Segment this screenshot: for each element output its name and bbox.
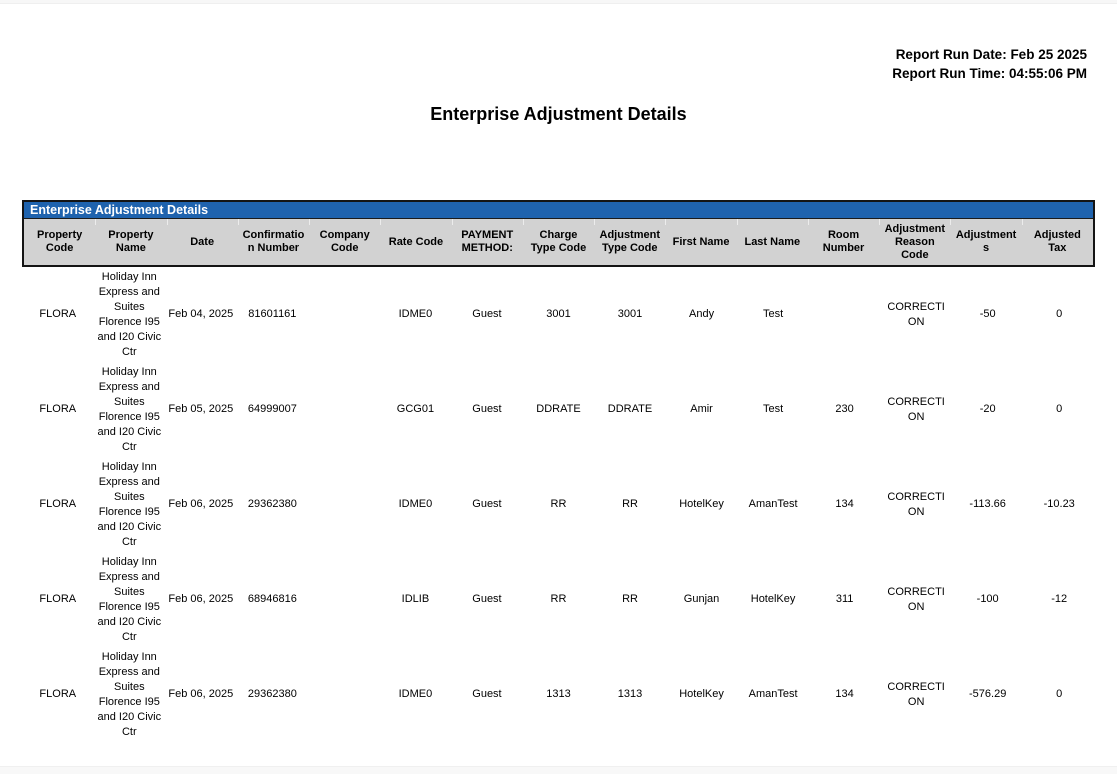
column-header: Confirmation Number [238, 219, 309, 265]
table-cell: FLORA [39, 688, 77, 700]
table-cell: IDME0 [398, 308, 433, 320]
table-cell: 1313 [546, 688, 571, 700]
table-cell: 68946816 [247, 593, 297, 605]
table-header-block [22, 200, 1095, 267]
table-cell: RR [622, 498, 638, 510]
column-header: Property Name [95, 219, 166, 265]
table-cell: Guest [472, 688, 502, 700]
column-header: Company Code [309, 219, 380, 265]
table-cell: Holiday Inn Express and Suites Florence I95 and I20 Civic Ctr [97, 555, 162, 643]
table-cell: 1313 [617, 688, 643, 700]
table-cell: CORRECTION [887, 395, 945, 423]
column-header: Last Name [737, 219, 808, 265]
table-cell: Amir [690, 403, 713, 415]
column-header: Charge Type Code [523, 219, 594, 265]
table-cell: 0 [1056, 403, 1063, 415]
table-cell: 230 [835, 403, 854, 415]
table-cell: 134 [835, 498, 854, 510]
column-header: First Name [665, 219, 736, 265]
report-meta [892, 45, 1087, 83]
table-cell [308, 552, 380, 647]
table-row [22, 552, 1095, 647]
table-cell: Guest [472, 498, 502, 510]
table-cell: HotelKey [679, 498, 724, 510]
table-cell: 0 [1056, 308, 1063, 320]
table-cell: HotelKey [750, 593, 796, 605]
adjustment-table [22, 267, 1095, 742]
table-cell [308, 457, 380, 552]
table-cell: AmanTest [748, 688, 798, 700]
table-cell: RR [550, 593, 567, 605]
table-row [22, 457, 1095, 552]
column-header: Rate Code [380, 219, 451, 265]
table-cell: IDME0 [398, 498, 433, 510]
table-cell: Holiday Inn Express and Suites Florence I95 and I20 Civic Ctr [97, 270, 162, 358]
window-bottom-edge [0, 766, 1117, 774]
header-row [24, 219, 1093, 265]
column-header: Adjustments [950, 219, 1021, 265]
table-cell: HotelKey [679, 688, 724, 700]
table-cell: GCG01 [396, 403, 435, 415]
page-title: Enterprise Adjustment Details [430, 104, 687, 124]
column-header: PAYMENT METHOD: [452, 219, 523, 265]
table-cell: FLORA [39, 593, 77, 605]
table-cell: -100 [976, 593, 999, 605]
section-title-bar [24, 202, 1093, 219]
table-cell: Feb 06, 2025 [168, 498, 234, 510]
table-cell: FLORA [39, 403, 77, 415]
table-cell: -113.66 [969, 498, 1006, 510]
table-cell: 0 [1056, 688, 1063, 700]
column-header: Room Number [808, 219, 879, 265]
table-row [22, 362, 1095, 457]
table-cell: 29362380 [247, 498, 297, 510]
table-row [22, 647, 1095, 742]
table-cell: Holiday Inn Express and Suites Florence I95 and I20 Civic Ctr [97, 650, 162, 738]
table-cell: Holiday Inn Express and Suites Florence I95 and I20 Civic Ctr [97, 460, 162, 548]
table-cell: CORRECTION [887, 585, 945, 613]
report-run-date: Report Run Date: Feb 25 2025 [895, 47, 1087, 62]
table-cell: IDLIB [401, 593, 430, 605]
table-cell: Holiday Inn Express and Suites Florence I95 and I20 Civic Ctr [97, 365, 162, 453]
table-cell: 311 [835, 593, 854, 605]
column-header: Adjusted Tax [1022, 219, 1093, 265]
table-cell: 64999007 [247, 403, 297, 415]
table-cell: IDME0 [398, 688, 433, 700]
column-header: Property Code [24, 219, 95, 265]
table-cell [809, 267, 881, 362]
table-cell: 3001 [546, 308, 571, 320]
table-cell: Test [762, 308, 784, 320]
table-cell: FLORA [39, 308, 77, 320]
table-cell: DDRATE [536, 403, 581, 415]
table-cell: -20 [979, 403, 996, 415]
column-header: Date [167, 219, 238, 265]
table-cell: 134 [835, 688, 854, 700]
table-cell: CORRECTION [887, 680, 945, 708]
table-cell: Guest [472, 308, 502, 320]
table-cell: -576.29 [969, 688, 1007, 700]
table-cell: FLORA [39, 498, 77, 510]
table-cell: 81601161 [248, 308, 297, 320]
table-cell: DDRATE [607, 403, 653, 415]
table-cell: Guest [472, 403, 502, 415]
table-cell: Gunjan [683, 593, 720, 605]
table-cell: RR [550, 498, 567, 510]
table-cell: -12 [1051, 593, 1068, 605]
window-top-edge [0, 0, 1117, 4]
report-run-time: Report Run Time: 04:55:06 PM [892, 66, 1087, 81]
column-header: Adjustment Type Code [594, 219, 665, 265]
table-cell: Andy [689, 308, 715, 320]
table-cell [308, 362, 380, 457]
table-cell: CORRECTION [887, 490, 945, 518]
table-cell [308, 647, 380, 742]
table-cell: Feb 04, 2025 [168, 308, 234, 320]
section-title: Enterprise Adjustment Details [30, 203, 209, 217]
table-cell: Feb 05, 2025 [168, 403, 234, 415]
table-cell [308, 267, 380, 362]
table-cell: -50 [979, 308, 996, 320]
table-cell: Feb 06, 2025 [168, 688, 234, 700]
table-cell: Feb 06, 2025 [168, 593, 234, 605]
table-cell: -10.23 [1043, 498, 1075, 510]
table-body [22, 267, 1095, 742]
adjustment-table-header [24, 219, 1093, 265]
table-row [22, 267, 1095, 362]
table-cell: AmanTest [748, 498, 798, 510]
table-cell: 29362380 [247, 688, 297, 700]
table-cell: CORRECTION [887, 300, 945, 328]
table-cell: Guest [472, 593, 502, 605]
table-cell: RR [622, 593, 638, 605]
table-cell: 3001 [617, 308, 643, 320]
adjustment-report [22, 200, 1095, 742]
column-header: Adjustment Reason Code [879, 219, 950, 265]
table-cell: Test [762, 403, 784, 415]
